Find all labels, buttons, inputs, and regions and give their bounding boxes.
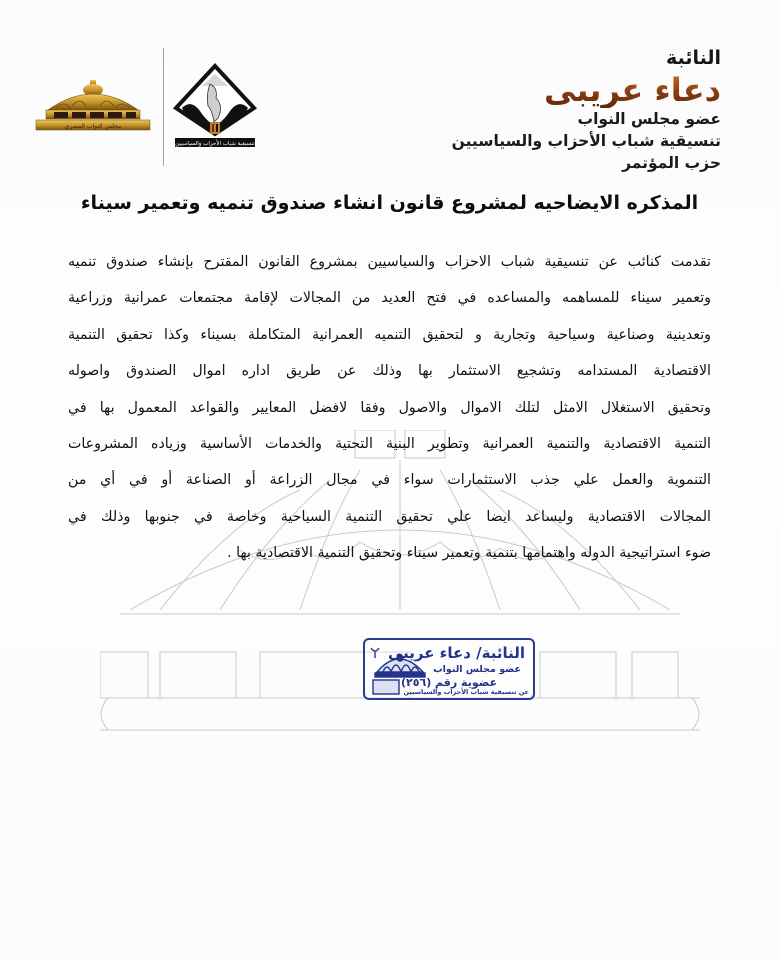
body-line: التنمية الاقتصادية والتنمية العمرانية وتطوير البنية التحتية والخدمات الأساسية وزياده المشروعات xyxy=(68,436,711,453)
subtitle-coordination: تنسيقية شباب الأحزاب والسياسيين xyxy=(451,132,721,150)
official-stamp xyxy=(363,638,535,700)
body-line: وتعمير سيناء للمساهمه والمساعده في فتح العديد من المجالات لإقامة مجتمعات عمرانية وزراعية xyxy=(68,290,711,307)
letterhead xyxy=(401,44,721,174)
body-line: المجالات الاقتصادية وليساعد ايضا علي تحقيق التنمية السياحية وخاصة في جنوبها وذلك في xyxy=(68,508,711,525)
role-title: النائبة xyxy=(666,47,721,69)
youth-coordination-logo xyxy=(172,62,258,152)
body-line: الاقتصادية المستدامه وتشجيع الاستثمار بها وذلك عن طريق اداره اموال الصندوق واصوله xyxy=(68,363,711,380)
parliament-logo-caption: مجلس النواب المصري xyxy=(64,123,122,130)
youth-logo-caption: تنسيقية شباب الأحزاب والسياسيين xyxy=(175,141,255,147)
body-line: ضوء استراتيجية الدوله واهتمامها بتنمية وتعمير سيناء وتحقيق التنمية الاقتصادية بها . xyxy=(227,545,711,562)
body-line: التنموية والعمل علي جذب الاستثمارات سواء في مجال الزراعة أو الصناعة أو في أي من xyxy=(68,472,711,489)
body-line: وتحقيق الاستغلال الامثل لتلك الاموال والاصول وفقا لافضل المعايير والقواعد المعمول بها في xyxy=(68,399,711,416)
subtitle-parliament-member: عضو مجلس النواب xyxy=(577,110,721,128)
document-title: المذكره الايضاحيه لمشروع قانون انشاء صندوق تنميه وتعمير سيناء xyxy=(80,192,699,214)
stamp-organization: عن تنسيقية شباب الأحزاب والسياسيين xyxy=(403,688,529,696)
subtitle-party: حزب المؤتمر xyxy=(622,154,721,172)
stamp-role: عضو مجلس النواب xyxy=(433,664,521,675)
stamp-name: النائبة/ دعاء عريبى xyxy=(387,644,525,662)
body-line: تقدمت كنائب عن تنسيقية شباب الاحزاب والسياسيين بمشروع القانون المقترح بإنشاء صندوق تنميه xyxy=(68,254,711,270)
parliament-dome-logo xyxy=(34,78,152,132)
mp-name: دعاء عريبى xyxy=(401,72,721,108)
body-line: وتعدينية وصناعية وسياحية وتجارية و لتحقيق التنميه العمرانية المتكاملة بسيناء وكذا تحقيق التنمية xyxy=(68,326,711,343)
document-body xyxy=(68,244,711,572)
logo-divider xyxy=(163,48,164,166)
stamp-membership-number: عضوية رقم (٢٥٦) xyxy=(401,676,498,689)
